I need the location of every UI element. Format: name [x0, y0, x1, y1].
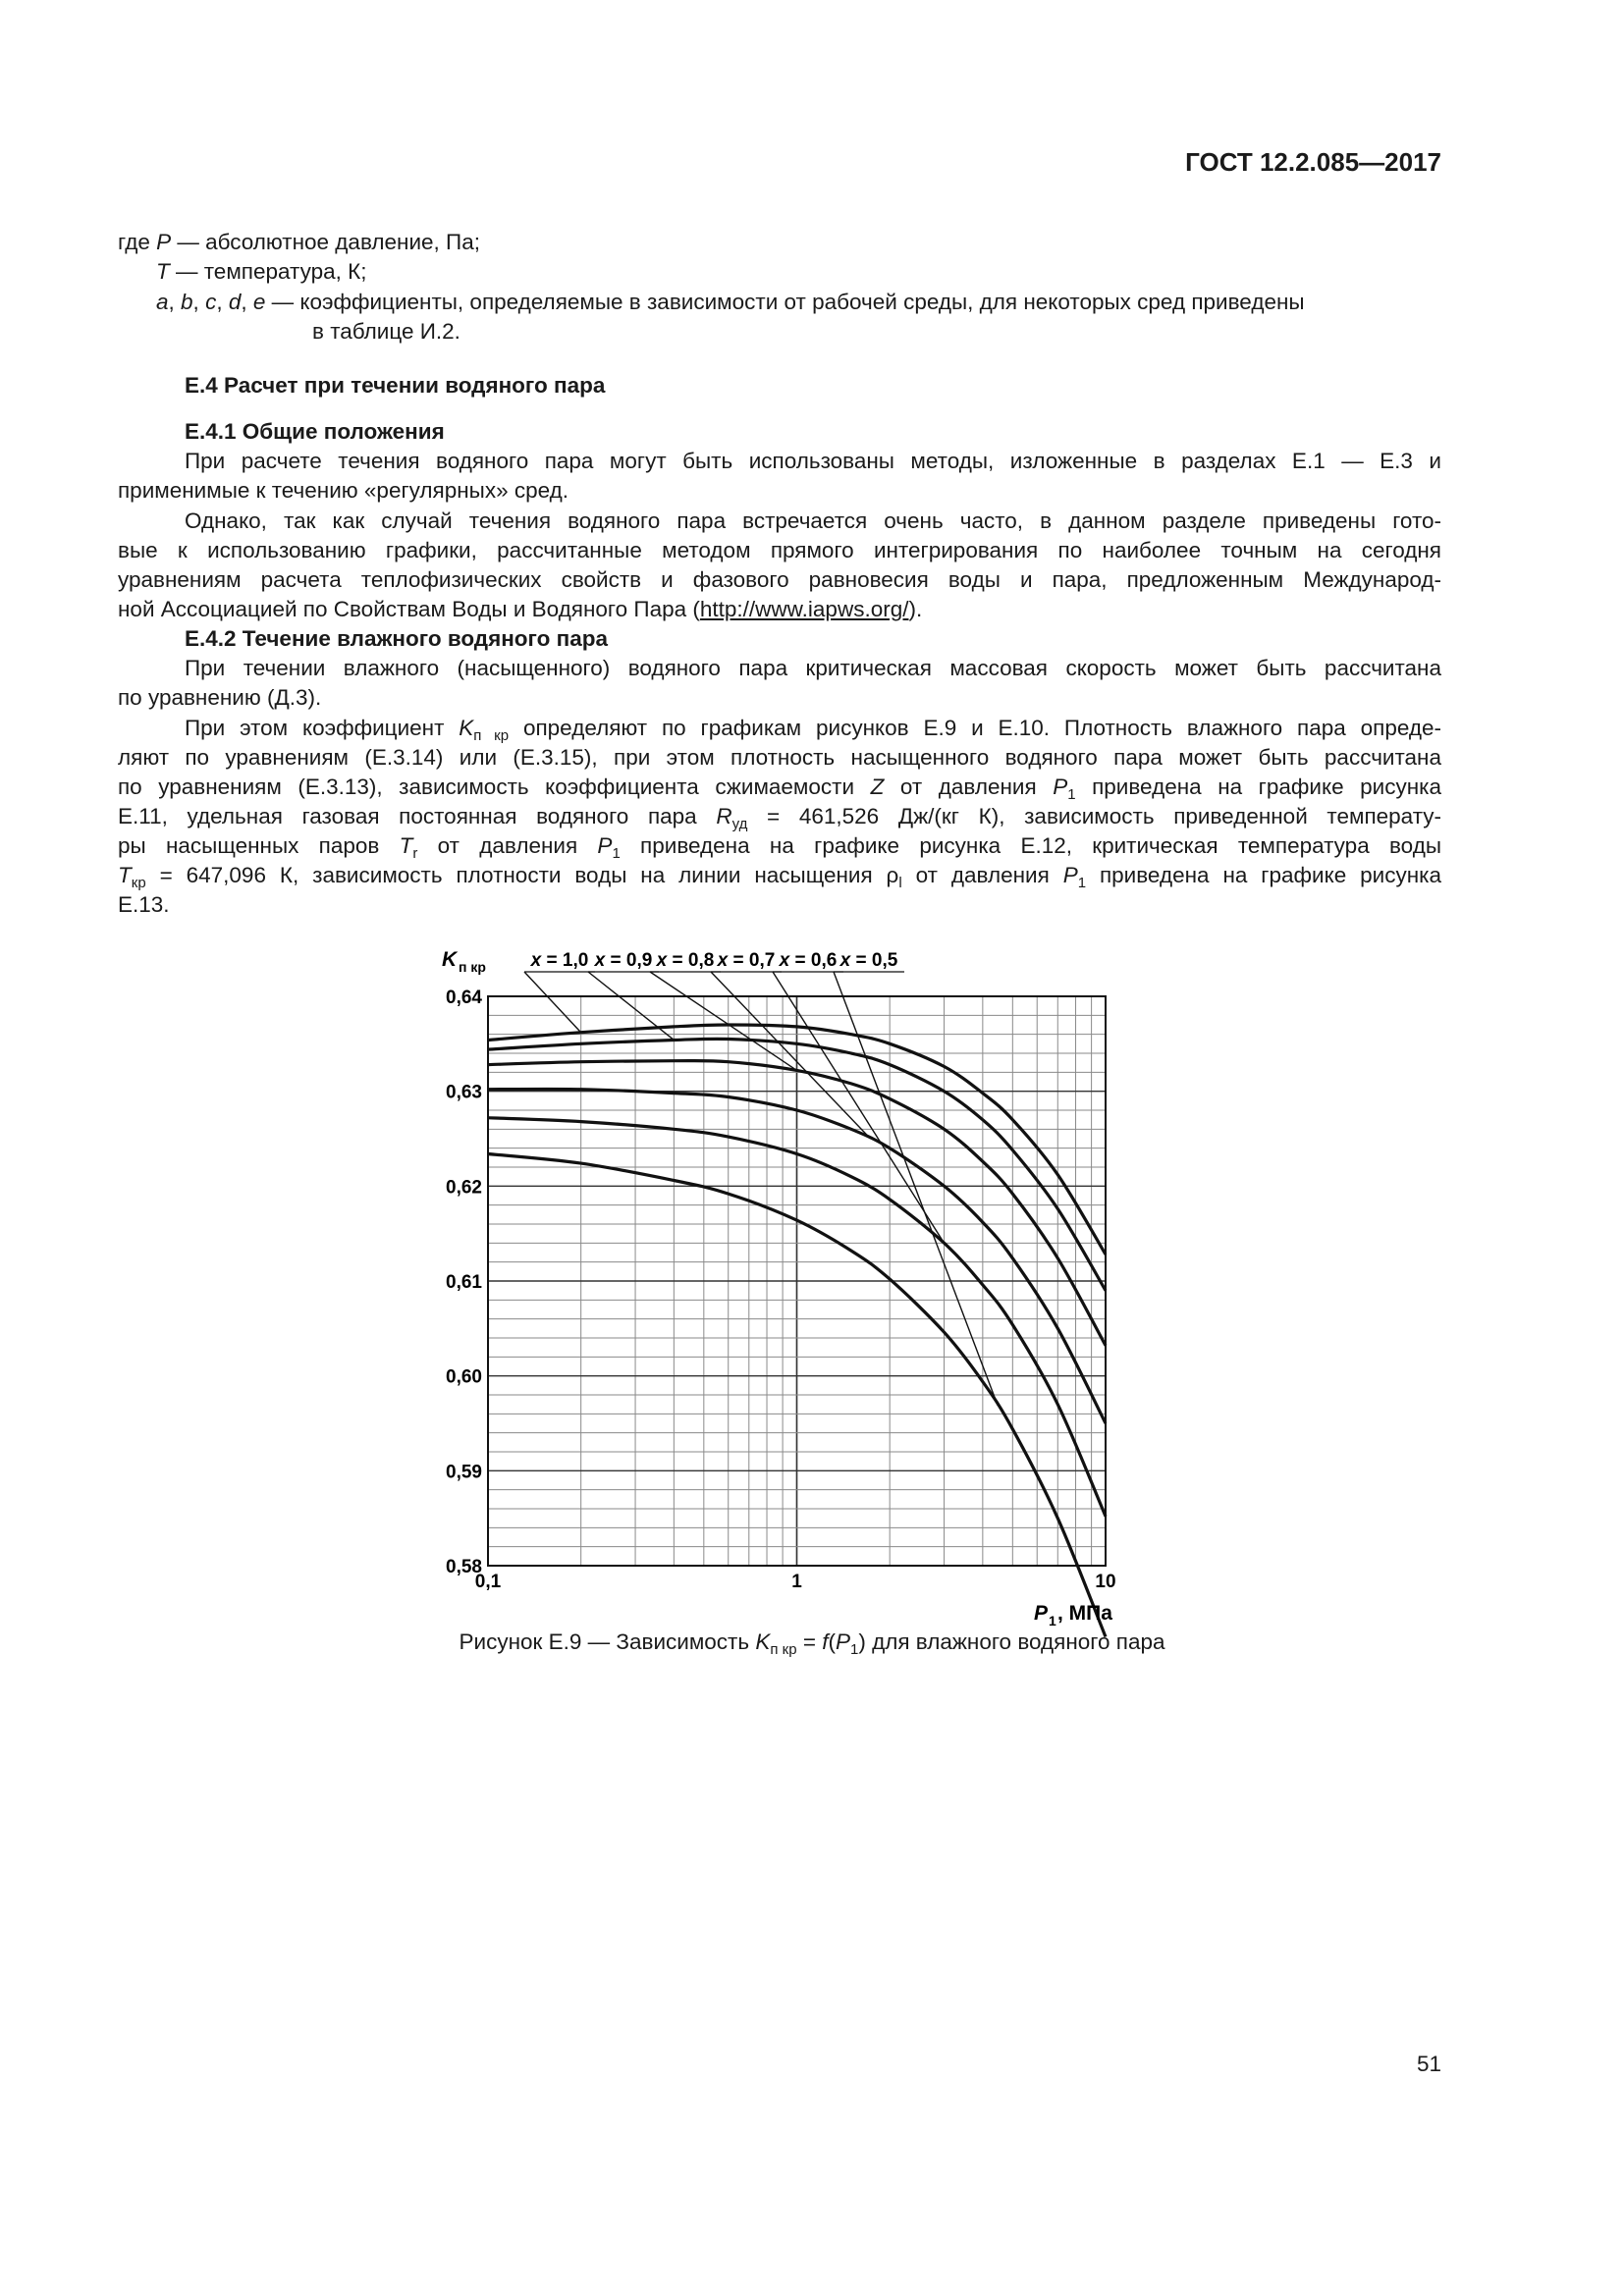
- para-e41-1b: применимые к течению «регулярных» сред.: [118, 478, 569, 503]
- def-coefficients-cont: в таблице И.2.: [312, 319, 460, 344]
- y-tick-label: 0,59: [446, 1462, 482, 1483]
- x-tick-label: 0,1: [474, 1572, 502, 1592]
- y-tick-label: 0,60: [446, 1366, 482, 1388]
- para-e42-2d: Е.11, удельная газовая постоянная водяного пара $R_{уд} = 461,526$ Дж/(кг К), зависимость приведенной температу-: [118, 804, 1441, 832]
- chart-leaders: [524, 950, 998, 1406]
- series-label: x = 0,9: [594, 950, 653, 971]
- heading-e41: Е.4.1 Общие положения: [185, 419, 445, 444]
- y-tick-label: 0,64: [446, 988, 482, 1008]
- y-axis-label-sub: п кр: [459, 959, 486, 975]
- para-e42-2: При этом коэффициент $K_{п кр}$ определяют по графикам рисунков Е.9 и Е.10. Плотность влажного пара опреде-: [185, 716, 1441, 744]
- series-label: x = 0,7: [717, 950, 776, 971]
- para-e41-2c: уравнениям расчета теплофизических свойств и фазового равновесия воды и пара, предложенным Международ-: [118, 567, 1441, 592]
- para-e42-2e: ры насыщенных паров $T_r$ от давления $P_1$ приведена на графике рисунка Е.12, критическая температура воды: [118, 833, 1441, 862]
- x-axis-label-sub: 1: [1049, 1613, 1056, 1629]
- series-label: x = 1,0: [530, 950, 589, 971]
- series-leader: [834, 972, 998, 1406]
- page-number: 51: [1416, 2052, 1441, 2076]
- chart-axes: [446, 988, 1116, 1592]
- series-leader: [524, 972, 581, 1033]
- para-e42-1: При течении влажного (насыщенного) водяного пара критическая массовая скорость может быть рассчитана: [185, 656, 1441, 680]
- figure-caption: Рисунок Е.9 — Зависимость $K_{п кр} = f(P_1)$ для влажного водяного пара: [459, 1629, 1165, 1658]
- y-tick-label: 0,61: [446, 1272, 482, 1293]
- para-e41-1: При расчете течения водяного пара могут быть использованы методы, изложенные в разделах Е.1 — Е.3 и: [185, 449, 1441, 473]
- kpkr-chart: [412, 933, 1159, 1639]
- chart-grid: [488, 996, 1106, 1566]
- series-label: x = 0,8: [656, 950, 715, 971]
- y-tick-label: 0,63: [446, 1082, 482, 1103]
- heading-e42: Е.4.2 Течение влажного водяного пара: [185, 626, 608, 651]
- para-e41-2: Однако, так как случай течения водяного пара встречается очень часто, в данном разделе приведены гото-: [185, 508, 1441, 533]
- iapws-link[interactable]: http://www.iapws.org/: [699, 597, 909, 621]
- series-label: x = 0,5: [839, 950, 898, 971]
- para-e42-2b: ляют по уравнениям (Е.3.14) или (Е.3.15), при этом плотность насыщенного водяного пара может быть рассчитана: [118, 745, 1441, 770]
- x-axis-label-unit: , МПа: [1057, 1602, 1112, 1625]
- para-e41-2d: ной Ассоциацией по Свойствам Воды и Водяного Пара (http://www.iapws.org/).: [118, 597, 923, 621]
- def-pressure: где P — абсолютное давление, Па;: [118, 230, 480, 254]
- y-tick-label: 0,58: [446, 1557, 482, 1577]
- series-label: x = 0,6: [779, 950, 838, 971]
- y-tick-label: 0,62: [446, 1177, 482, 1199]
- x-tick-label: 1: [791, 1572, 802, 1592]
- para-e42-2c: по уравнениям (Е.3.13), зависимость коэффициента сжимаемости Z от давления $P_1$ приведена на графике рисунка: [118, 774, 1441, 803]
- def-temperature: T — температура, К;: [156, 259, 367, 284]
- para-e41-2b: вые к использованию графики, рассчитанные методом прямого интегрирования по наиболее точным на сегодня: [118, 538, 1441, 562]
- document-code: ГОСТ 12.2.085—2017: [1185, 147, 1441, 177]
- para-e42-2f: $T_{кр} = 647,096$ К, зависимость плотности воды на линии насыщения $\rho_l$ от давления $P_1$ приведена на графике рисунка: [118, 863, 1441, 891]
- series-leader: [650, 972, 797, 1070]
- x-axis-label: P: [1034, 1602, 1049, 1625]
- def-coefficients: a, b, c, d, e — коэффициенты, определяемые в зависимости от рабочей среды, для некоторых сред приведены: [156, 290, 1305, 314]
- series-leader: [773, 972, 945, 1243]
- para-e42-1b: по уравнению (Д.3).: [118, 685, 322, 710]
- para-e42-2g: Е.13.: [118, 892, 170, 917]
- heading-e4: Е.4 Расчет при течении водяного пара: [185, 373, 606, 398]
- y-axis-label: K: [442, 948, 458, 971]
- x-tick-label: 10: [1095, 1572, 1116, 1592]
